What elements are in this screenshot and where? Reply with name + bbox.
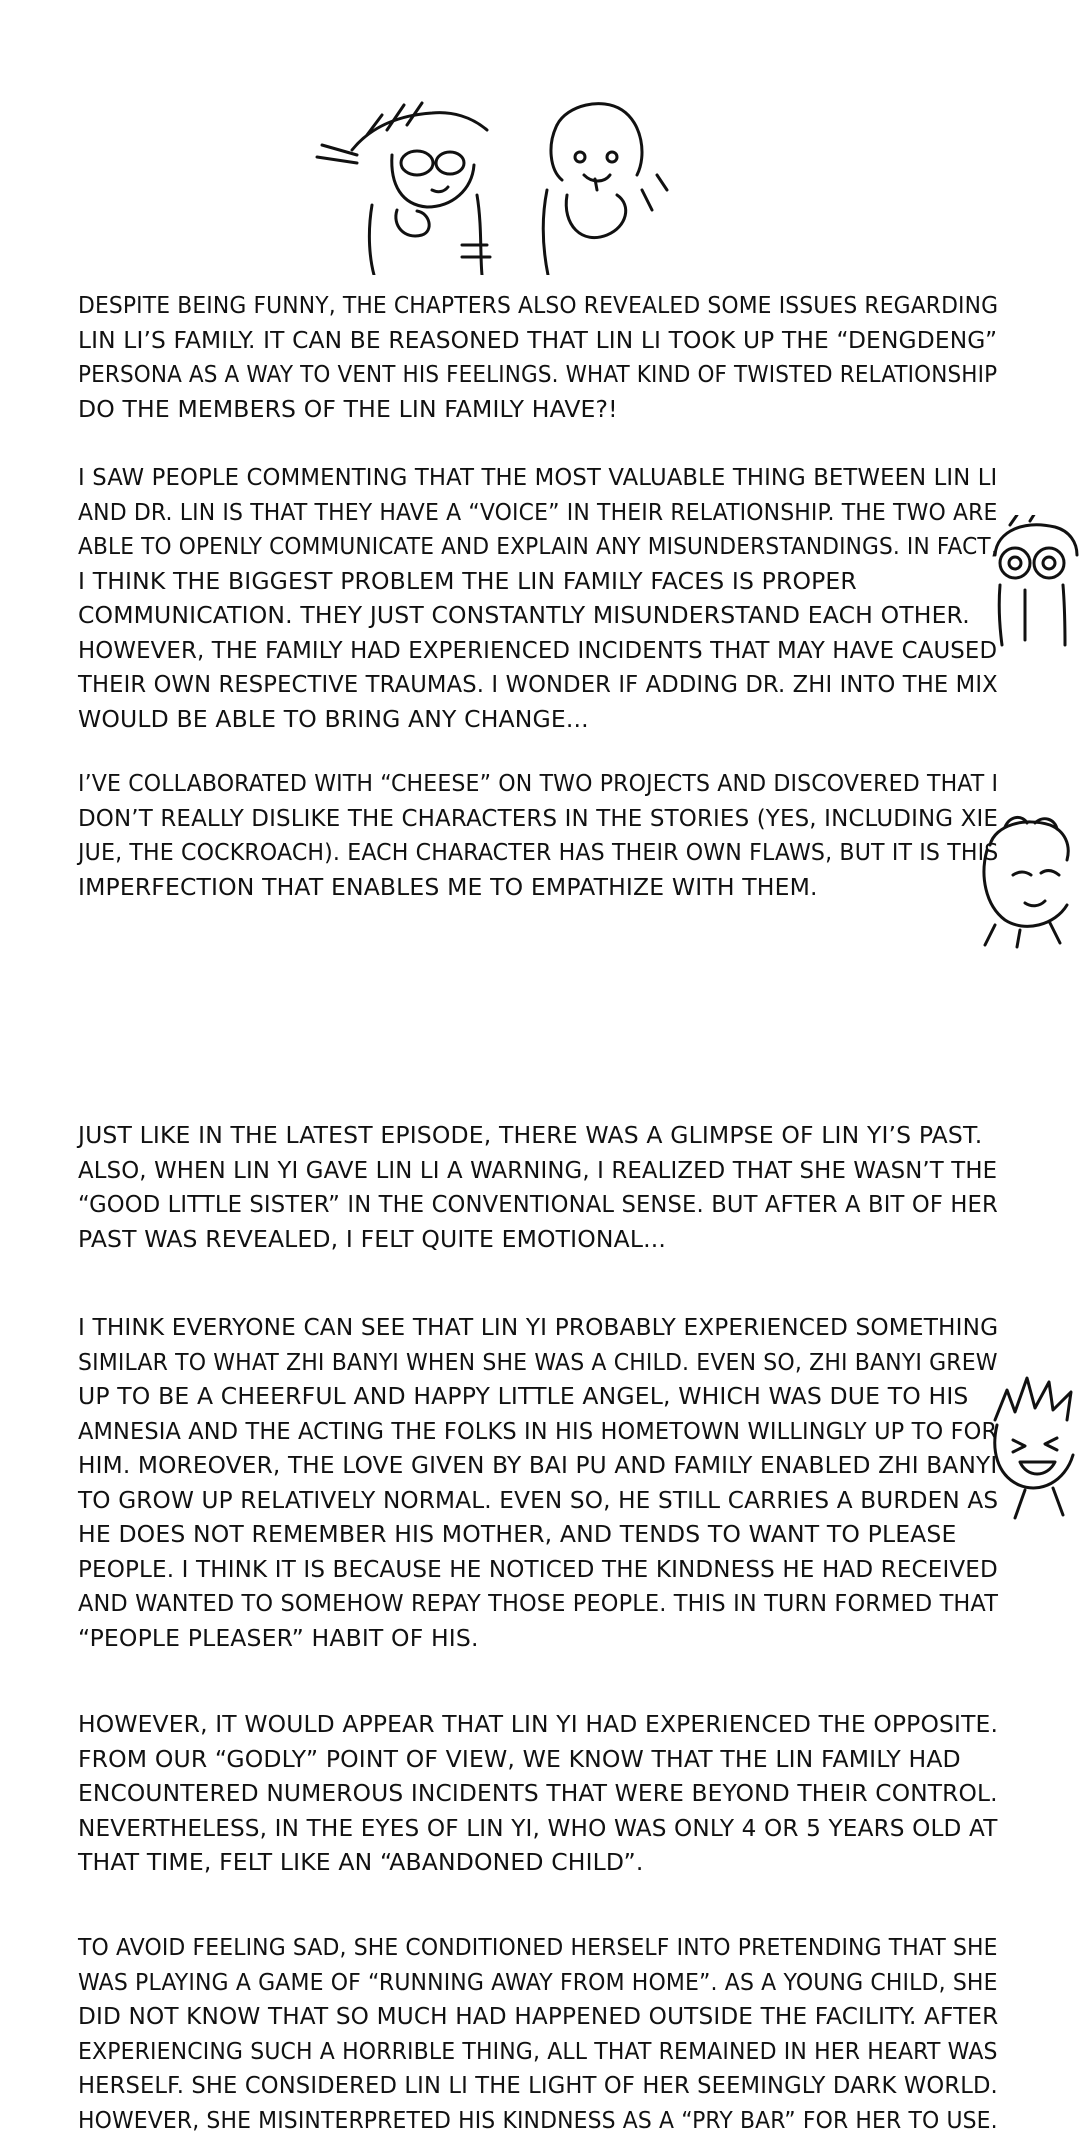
- text-line: HOWEVER, IT WOULD APPEAR THAT LIN YI HAD EXPERIENCED THE OPPOSITE.: [78, 1710, 999, 1738]
- text-line: ALSO, WHEN LIN YI GAVE LIN LI A WARNING, I REALIZED THAT SHE WASN’T THE: [78, 1155, 998, 1184]
- sleepy-face-doodle: [975, 815, 1075, 950]
- text-line: I THINK THE BIGGEST PROBLEM THE LIN FAMILY FACES IS PROPER: [78, 566, 857, 595]
- text-line: I’VE COLLABORATED WITH “CHEESE” ON TWO PROJECTS AND DISCOVERED THAT I: [78, 769, 999, 797]
- two-characters-doodle: [312, 95, 672, 275]
- text-line: HERSELF. SHE CONSIDERED LIN LI THE LIGHT OF HER SEEMINGLY DARK WORLD.: [78, 2071, 998, 2099]
- text-line: UP TO BE A CHEERFUL AND HAPPY LITTLE ANGEL, WHICH WAS DUE TO HIS: [78, 1382, 969, 1410]
- text-line: PERSONA AS A WAY TO VENT HIS FEELINGS. WHAT KIND OF TWISTED RELATIONSHIP: [78, 360, 998, 388]
- text-line: NEVERTHELESS, IN THE EYES OF LIN YI, WHO WAS ONLY 4 OR 5 YEARS OLD AT: [78, 1813, 998, 1842]
- text-line: TO AVOID FEELING SAD, SHE CONDITIONED HERSELF INTO PRETENDING THAT SHE: [78, 1933, 998, 1961]
- text-line: FROM OUR “GODLY” POINT OF VIEW, WE KNOW THAT THE LIN FAMILY HAD: [78, 1744, 961, 1773]
- paragraph-5: [78, 1310, 998, 1655]
- text-line: SIMILAR TO WHAT ZHI BANYI WHEN SHE WAS A CHILD. EVEN SO, ZHI BANYI GREW: [78, 1347, 998, 1376]
- text-line: JUE, THE COCKROACH). EACH CHARACTER HAS THEIR OWN FLAWS, BUT IT IS THIS: [78, 838, 999, 866]
- paragraph-6: [78, 1707, 998, 1880]
- text-line: COMMUNICATION. THEY JUST CONSTANTLY MISUNDERSTAND EACH OTHER.: [78, 601, 970, 629]
- text-line: WOULD BE ABLE TO BRING ANY CHANGE...: [78, 704, 589, 733]
- text-line: “GOOD LITTLE SISTER” IN THE CONVENTIONAL SENSE. BUT AFTER A BIT OF HER: [78, 1190, 998, 1218]
- text-line: PEOPLE. I THINK IT IS BECAUSE HE NOTICED THE KINDNESS HE HAD RECEIVED: [78, 1554, 998, 1583]
- text-line: ABLE TO OPENLY COMMUNICATE AND EXPLAIN ANY MISUNDERSTANDINGS. IN FACT,: [78, 532, 998, 560]
- paragraph-7: [78, 1930, 998, 2137]
- text-line: ENCOUNTERED NUMEROUS INCIDENTS THAT WERE BEYOND THEIR CONTROL.: [78, 1779, 998, 1807]
- text-line: AMNESIA AND THE ACTING THE FOLKS IN HIS HOMETOWN WILLINGLY UP TO FOR: [78, 1416, 998, 1445]
- text-line: DESPITE BEING FUNNY, THE CHAPTERS ALSO REVEALED SOME ISSUES REGARDING: [78, 291, 999, 319]
- text-line: THAT TIME, FELT LIKE AN “ABANDONED CHILD”.: [78, 1848, 644, 1876]
- text-line: “PEOPLE PLEASER” HABIT OF HIS.: [78, 1623, 479, 1652]
- text-line: LIN LI’S FAMILY. IT CAN BE REASONED THAT LIN LI TOOK UP THE “DENGDENG”: [78, 325, 998, 354]
- round-glasses-peek-doodle: [985, 515, 1080, 650]
- text-line: THEIR OWN RESPECTIVE TRAUMAS. I WONDER IF ADDING DR. ZHI INTO THE MIX: [78, 670, 998, 698]
- paragraph-4: [78, 1118, 998, 1256]
- text-line: EXPERIENCING SUCH A HORRIBLE THING, ALL THAT REMAINED IN HER HEART WAS: [78, 2036, 998, 2065]
- text-line: JUST LIKE IN THE LATEST EPISODE, THERE WAS A GLIMPSE OF LIN YI’S PAST.: [78, 1121, 983, 1149]
- text-line: DO THE MEMBERS OF THE LIN FAMILY HAVE?!: [78, 394, 618, 423]
- text-line: DID NOT KNOW THAT SO MUCH HAD HAPPENED OUTSIDE THE FACILITY. AFTER: [78, 2002, 999, 2030]
- text-line: IMPERFECTION THAT ENABLES ME TO EMPATHIZE WITH THEM.: [78, 872, 818, 901]
- text-line: HIM. MOREOVER, THE LOVE GIVEN BY BAI PU AND FAMILY ENABLED ZHI BANYI: [78, 1451, 998, 1479]
- text-line: AND DR. LIN IS THAT THEY HAVE A “VOICE” IN THEIR RELATIONSHIP. THE TWO ARE: [78, 497, 998, 526]
- text-line: AND WANTED TO SOMEHOW REPAY THOSE PEOPLE. THIS IN TURN FORMED THAT: [78, 1589, 999, 1617]
- spiky-hair-laughing-doodle: [985, 1370, 1080, 1520]
- text-line: HOWEVER, SHE MISINTERPRETED HIS KINDNESS AS A “PRY BAR” FOR HER TO USE.: [78, 2105, 998, 2134]
- text-line: I SAW PEOPLE COMMENTING THAT THE MOST VALUABLE THING BETWEEN LIN LI: [78, 463, 998, 491]
- paragraph-2: [78, 460, 998, 736]
- text-line: TO GROW UP RELATIVELY NORMAL. EVEN SO, HE STILL CARRIES A BURDEN AS: [78, 1485, 999, 1514]
- text-line: PAST WAS REVEALED, I FELT QUITE EMOTIONAL...: [78, 1224, 666, 1253]
- text-line: I THINK EVERYONE CAN SEE THAT LIN YI PROBABLY EXPERIENCED SOMETHING: [78, 1313, 999, 1341]
- text-line: DON’T REALLY DISLIKE THE CHARACTERS IN THE STORIES (YES, INCLUDING XIE: [78, 803, 999, 832]
- paragraph-1: [78, 288, 998, 426]
- text-line: HE DOES NOT REMEMBER HIS MOTHER, AND TENDS TO WANT TO PLEASE: [78, 1520, 957, 1548]
- paragraph-3: [78, 766, 998, 904]
- text-line: HOWEVER, THE FAMILY HAD EXPERIENCED INCIDENTS THAT MAY HAVE CAUSED: [78, 635, 998, 664]
- text-line: WAS PLAYING A GAME OF “RUNNING AWAY FROM HOME”. AS A YOUNG CHILD, SHE: [78, 1967, 998, 1996]
